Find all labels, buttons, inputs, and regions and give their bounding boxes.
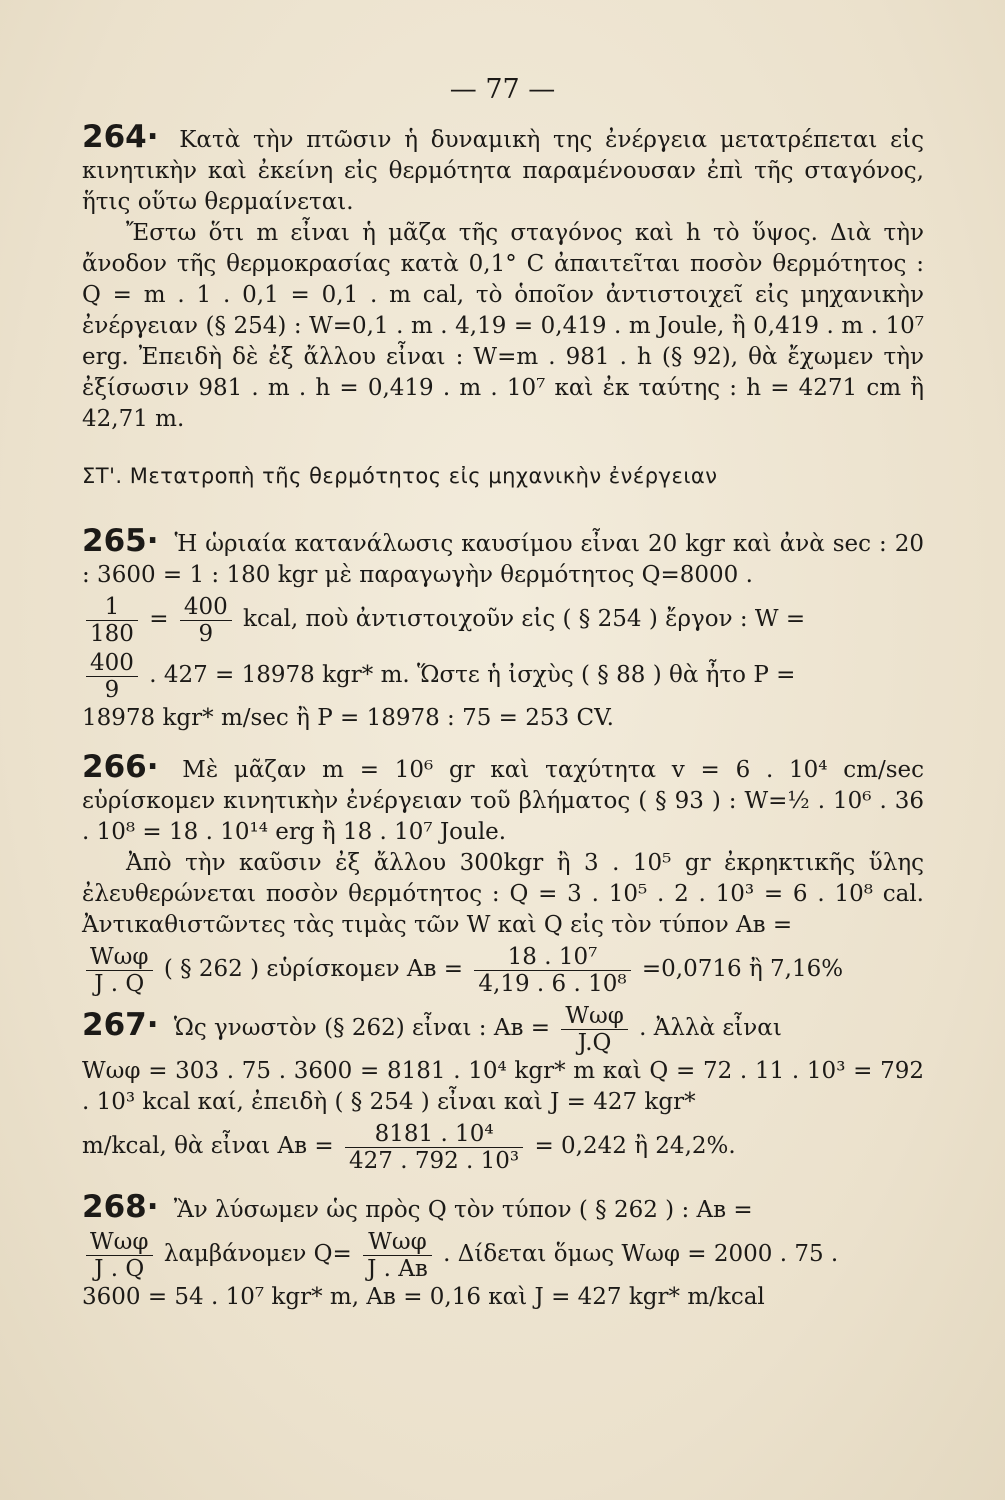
paragraph-267 (82, 997, 924, 1056)
problem-number: 266· (82, 749, 159, 785)
paragraph-264 (82, 119, 924, 218)
problem-number: 267· (82, 1007, 159, 1043)
denominator: 9 (198, 620, 214, 647)
spacer (82, 1174, 924, 1192)
fraction (345, 1121, 523, 1174)
equation-line (82, 591, 924, 647)
paragraph-text: 18978 kgr* m/sec ἢ P = 18978 : 75 = 253 CV. (82, 705, 614, 731)
numerator: 1 (86, 594, 138, 621)
section-heading: ΣΤ'. Μετατροπὴ τῆς θερμότητος εἰς μηχανικὴν ἐνέργειαν (82, 464, 718, 488)
fraction (363, 1229, 432, 1282)
equation-line (82, 1226, 924, 1282)
paragraph-266 (82, 749, 924, 848)
paragraph-text: . 427 = 18978 kgr* m. Ὥστε ἡ ἰσχὺς ( § 88 ) θὰ ἦτο P = (149, 662, 796, 688)
fraction (180, 594, 232, 647)
paragraph-text: Ἡ ὡριαία κατανάλωσις καυσίμου εἶναι 20 kgr καὶ ἀνὰ sec : 20 : 3600 = 1 : 180 kgr μὲ παραγωγὴν θερμότητος Q=8000 . (82, 531, 925, 588)
paragraph-268 (82, 1189, 924, 1226)
problem-number: 264· (82, 119, 159, 155)
paragraph-text: Ἀπὸ τὴν καῦσιν ἐξ ἄλλου 300kgr ἢ 3 . 10⁵ gr ἐκρηκτικῆς ὕλης ἐλευθερώνεται ποσὸν θερμότητος : Q = 3 . 10⁵ . 2 . 10³ = 6 . 10⁸ cal. Ἀντικαθιστῶντες τὰς τιμὰς τῶν W καὶ Q εἰς τὸν τύπον Aʙ = (82, 850, 924, 938)
equation-line (82, 1118, 924, 1174)
numerator: Wωφ (561, 1003, 628, 1030)
denominator: 4,19 . 6 . 10⁸ (478, 970, 627, 997)
paragraph-text: ( § 262 ) εὑρίσκομεν Aʙ = (163, 956, 464, 982)
paragraph-text: Ὡς γνωστὸν (§ 262) εἶναι : Aʙ = (173, 1015, 551, 1041)
page-content (82, 119, 925, 1313)
paragraph-265 (82, 523, 925, 591)
problem-number: 268· (82, 1189, 159, 1225)
numerator: Wωφ (86, 1229, 153, 1256)
numerator: 400 (86, 650, 138, 677)
spacer (82, 734, 924, 752)
equation-line (82, 647, 924, 703)
fraction (86, 1229, 153, 1282)
denominator: J.Q (577, 1029, 612, 1056)
paragraph-text: Ἂν λύσωμεν ὡς πρὸς Q τὸν τύπον ( § 262 ) : Aʙ = (173, 1197, 753, 1223)
fraction (86, 594, 138, 647)
fraction (474, 944, 630, 997)
numerator: Wωφ (363, 1229, 432, 1256)
denominator: J . Aʙ (367, 1255, 428, 1282)
denominator: J . Q (94, 1255, 145, 1282)
fraction (86, 944, 153, 997)
fraction (86, 650, 138, 703)
paragraph-text: . Ἀλλὰ εἶναι (639, 1015, 782, 1041)
paragraph-text: = 0,242 ἢ 24,2%. (534, 1133, 736, 1159)
numerator: 8181 . 10⁴ (345, 1121, 523, 1148)
fraction (561, 1003, 628, 1056)
problem-number: 265· (82, 523, 159, 559)
paragraph-text: 3600 = 54 . 10⁷ kgr* m, Aʙ = 0,16 καὶ J = 427 kgr* m/kcal (82, 1284, 765, 1310)
paragraph-264-continuation: Ἔστω ὅτι m εἶναι ἡ μᾶζα τῆς σταγόνος καὶ h τὸ ὕψος. Διὰ τὴν ἄνοδον τῆς θερμοκρασίας κατὰ 0,1° C ἀπαιτεῖται ποσὸν θερμότητος : Q = m . 1 . 0,1 = 0,1 . m cal, τὸ ὁποῖον ἀντιστοιχεῖ εἰς μηχανικὴν ἐνέργειαν (§ 254) : W=0,1 . m . 4,19 = 0,419 . m Joule, ἢ 0,419 . m . 10⁷ erg. Ἐπειδὴ δὲ ἐξ ἄλλου εἶναι : W=m . 981 . h (§ 92), θὰ ἔχωμεν τὴν ἐξίσωσιν 981 . m . h = 0,419 . m . 10⁷ καὶ ἐκ ταύτης : h = 4271 cm ἢ 42,71 m. (82, 220, 924, 432)
paragraph-text: kcal, ποὺ ἀντιστοιχοῦν εἰς ( § 254 ) ἔργον : W = (243, 606, 806, 632)
denominator: 9 (104, 676, 120, 703)
numerator: 400 (180, 594, 232, 621)
paragraph-text: Μὲ μᾶζαν m = 10⁶ gr καὶ ταχύτητα v = 6 . 10⁴ cm/sec εὑρίσκομεν κινητικὴν ἐνέργειαν τοῦ βλήματος ( § 93 ) : W=½ . 10⁶ . 36 . 10⁸ = 18 . 10¹⁴ erg ἢ 18 . 10⁷ Joule. (82, 757, 924, 845)
numerator: 18 . 10⁷ (474, 944, 630, 971)
equals-sign: = (149, 606, 169, 632)
paragraph-text: =0,0716 ἢ 7,16% (641, 956, 844, 982)
equation-line (82, 941, 924, 997)
paragraph-text: Κατὰ τὴν πτῶσιν ἡ δυναμικὴ της ἐνέργεια μετατρέπεται εἰς κινητικὴν καὶ ἐκείνη εἰς θερμότητα παραμένουσαν ἐπὶ τῆς σταγόνος, ἥτις οὕτω θερμαίνεται. (82, 127, 924, 215)
paragraph-text: . Δίδεται ὅμως Wωφ = 2000 . 75 . (443, 1241, 839, 1267)
denominator: 427 . 792 . 10³ (349, 1147, 520, 1174)
denominator: J . Q (94, 970, 145, 997)
numerator: Wωφ (86, 944, 153, 971)
paragraph-text: Wωφ = 303 . 75 . 3600 = 8181 . 10⁴ kgr* m καὶ Q = 72 . 11 . 10³ = 792 . 10³ kcal καί, ἐπειδὴ ( § 254 ) εἶναι καὶ J = 427 kgr* (82, 1058, 924, 1115)
denominator: 180 (90, 620, 134, 647)
paragraph-text: m/kcal, θὰ εἶναι Aʙ = (82, 1133, 334, 1159)
page-number: — 77 — (449, 74, 556, 105)
paragraph-text: λαμβάνομεν Q= (163, 1241, 352, 1267)
